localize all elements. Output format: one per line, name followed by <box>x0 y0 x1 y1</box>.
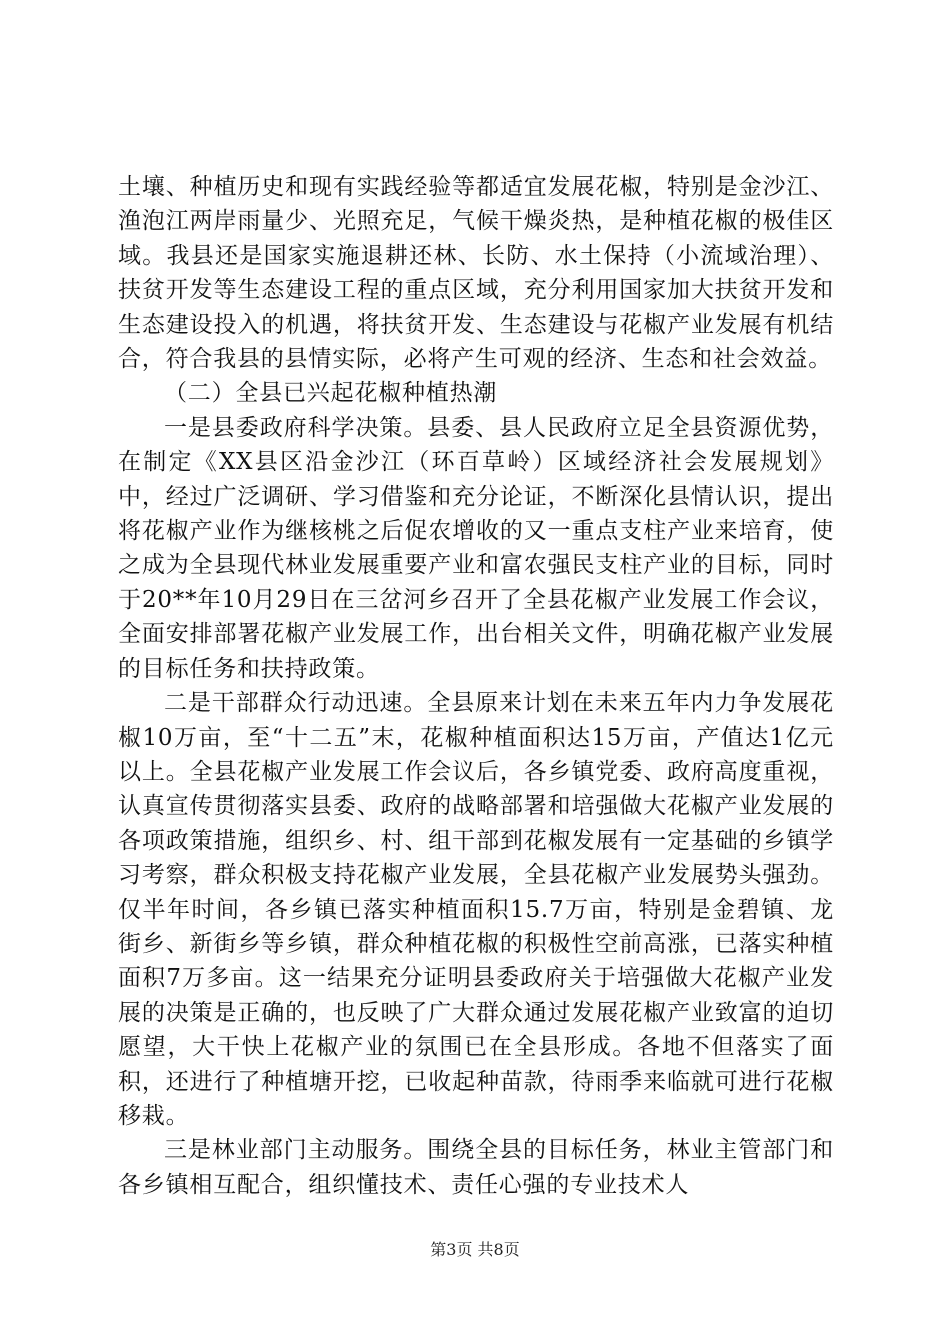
paragraph-action: 二是干部群众行动迅速。全县原来计划在未来五年内力争发展花椒10万亩，至“十二五”末，花椒种植面积达15万亩，产值达1亿元以上。全县花椒产业发展工作会议后，各乡镇党委、政府高度重视，认真宣传贯彻落实县委、政府的战略部署和培强做大花椒产业发展的各项政策措施，组织乡、村、组干部到花椒发展有一定基础的乡镇学习考察，群众积极支持花椒产业发展，全县花椒产业发展势头强劲。仅半年时间，各乡镇已落实种植面积15.7万亩，特别是金碧镇、龙街乡、新街乡等乡镇，群众种植花椒的积极性空前高涨，已落实种植面积7万多亩。这一结果充分证明县委政府关于培强做大花椒产业发展的决策是正确的，也反映了广大群众通过发展花椒产业致富的迫切愿望，大干快上花椒产业的氛围已在全县形成。各地不但落实了面积，还进行了种植塘开挖，已收起种苗款，待雨季来临就可进行花椒移栽。 <box>118 690 834 1129</box>
page-footer: 第3页 共8页 <box>430 1240 520 1259</box>
paragraph-decision: 一是县委政府科学决策。县委、县人民政府立足全县资源优势，在制定《XX县区沿金沙江（环百草岭）区域经济社会发展规划》中，经过广泛调研、学习借鉴和充分论证，不断深化县情认识，提出将花椒产业作为继核桃之后促农增收的又一重点支柱产业来培育，使之成为全县现代林业发展重要产业和富农强民支柱产业的目标，同时于20**年10月29日在三岔河乡召开了全县花椒产业发展工作会议，全面安排部署花椒产业发展工作，出台相关文件，明确花椒产业发展的目标任务和扶持政策。 <box>118 414 834 682</box>
paragraph-continuation: 土壤、种植历史和现有实践经验等都适宜发展花椒，特别是金沙江、渔泡江两岸雨量少、光照充足，气候干燥炎热，是种植花椒的极佳区域。我县还是国家实施退耕还林、长防、水土保持（小流域治理）、扶贫开发等生态建设工程的重点区域，充分利用国家加大扶贫开发和生态建设投入的机遇，将扶贫开发、生态建设与花椒产业发展有机结合，符合我县的县情实际，必将产生可观的经济、生态和社会效益。 <box>118 174 834 373</box>
paragraph-service: 三是林业部门主动服务。围绕全县的目标任务，林业主管部门和各乡镇相互配合，组织懂技术、责任心强的专业技术人 <box>118 1137 834 1198</box>
document-body <box>118 170 834 1202</box>
section-heading: （二）全县已兴起花椒种植热潮 <box>164 380 498 407</box>
